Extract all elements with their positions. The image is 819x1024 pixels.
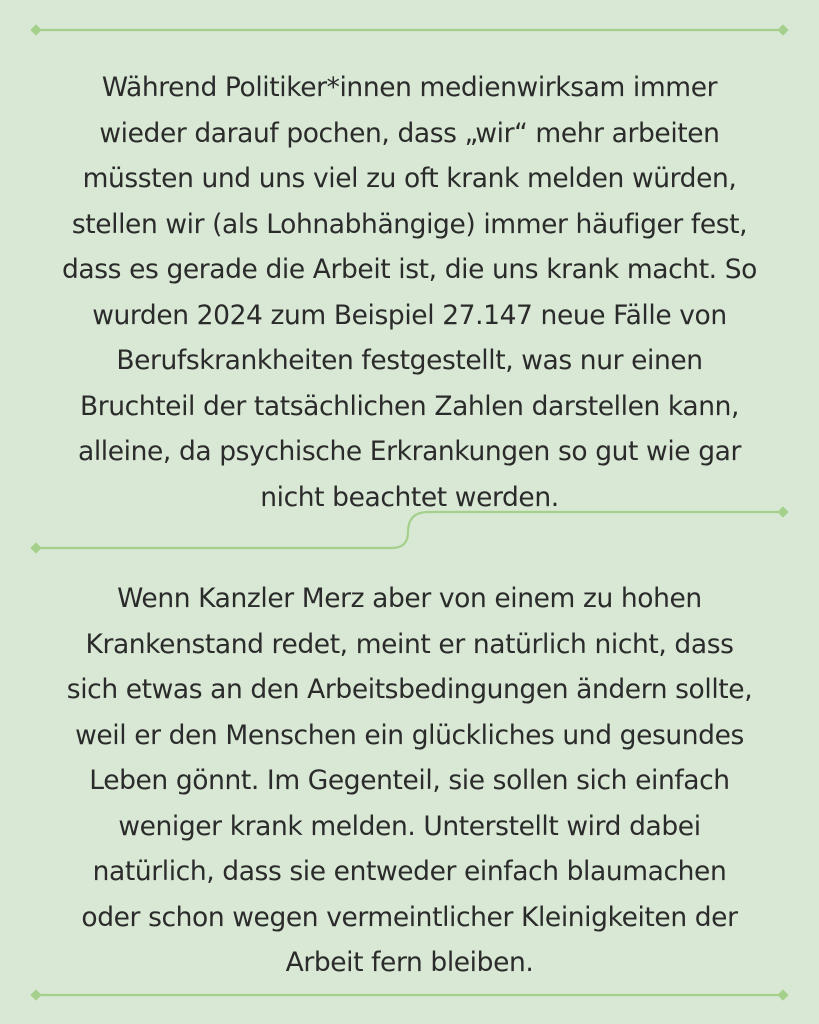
- text-line: weniger krank melden. Unterstellt wird dabei: [118, 810, 701, 842]
- text-line: Arbeit fern bleiben.: [285, 947, 534, 978]
- text-line: stellen wir (als Lohnabhängige) immer häufiger fest,: [71, 208, 748, 240]
- text-line: Leben gönnt. Im Gegenteil, sie sollen sich einfach: [89, 765, 730, 796]
- text-line: natürlich, dass sie entweder einfach blaumachen: [92, 856, 727, 887]
- text-line: wurden 2024 zum Beispiel 27.147 neue Fälle von: [92, 299, 727, 331]
- text-line: wieder darauf pochen, dass „wir“ mehr arbeiten: [99, 117, 720, 149]
- text-line: dass es gerade die Arbeit ist, die uns krank macht. So: [62, 254, 757, 285]
- top-divider: [30, 24, 788, 35]
- text-line: sich etwas an den Arbeitsbedingungen ändern sollte,: [66, 674, 753, 705]
- text-line: Wenn Kanzler Merz aber von einem zu hohen: [117, 583, 702, 614]
- paragraph-merz: [20, 576, 799, 986]
- text-line: Krankenstand redet, meint er natürlich nicht, dass: [85, 628, 734, 660]
- paragraph-intro: [20, 65, 799, 520]
- text-line: alleine, da psychische Erkrankungen so gut wie gar: [78, 436, 741, 467]
- text-line: oder schon wegen vermeintlicher Kleinigkeiten der: [81, 901, 738, 933]
- text-line: Berufskrankheiten festgestellt, was nur einen: [116, 345, 703, 376]
- text-line: Bruchteil der tatsächlichen Zahlen darstellen kann,: [79, 390, 740, 422]
- bottom-divider: [30, 989, 788, 1000]
- text-line: nicht beachtet werden.: [260, 481, 559, 513]
- text-line: Während Politiker*innen medienwirksam immer: [101, 72, 718, 103]
- text-line: müssten und uns viel zu oft krank melden würden,: [82, 163, 737, 194]
- text-line: weil er den Menschen ein glückliches und gesundes: [75, 719, 744, 751]
